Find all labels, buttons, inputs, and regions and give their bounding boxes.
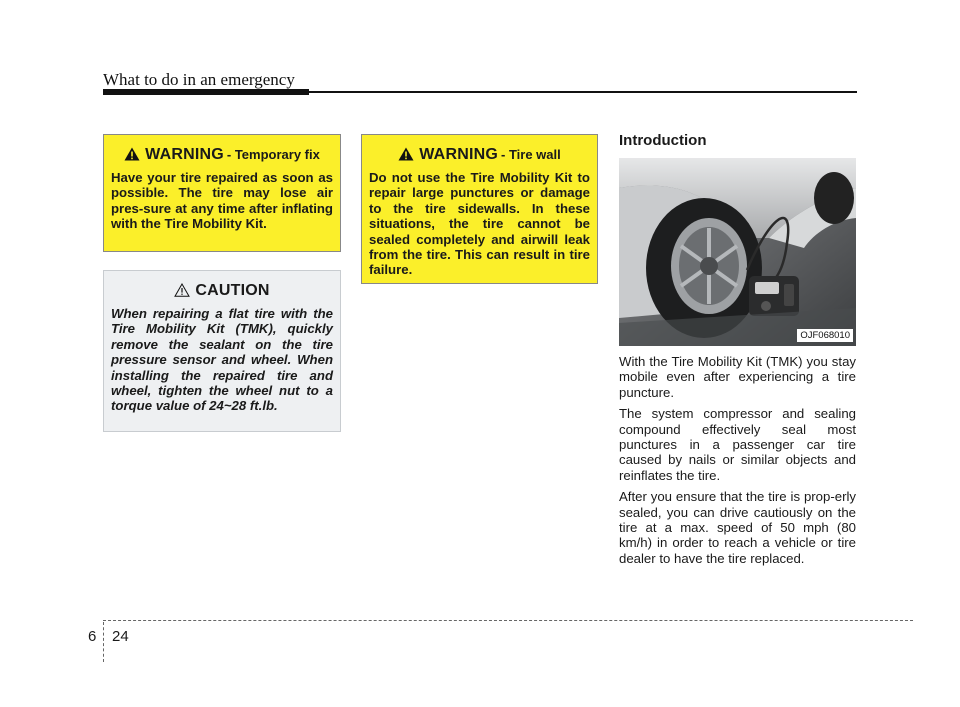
intro-paragraph: The system compressor and sealing compound effectively seal most punctures in a passenger car tire caused by nails or similar objects and reinflates the tire. [619, 406, 856, 483]
warning-temporary-fix-body: Have your tire repaired as soon as possible. The tire may lose air pres-sure at any time after inflating with the Tire Mobility Kit. [111, 170, 333, 232]
chapter-number: 6 [88, 628, 97, 645]
image-code-label: OJF068010 [797, 329, 853, 342]
warning-subtitle: - Tire wall [501, 147, 561, 162]
warning-triangle-icon [398, 147, 414, 166]
intro-paragraph: With the Tire Mobility Kit (TMK) you stay mobile even after experiencing a tire puncture. [619, 354, 856, 400]
warning-temporary-fix-title [111, 145, 333, 164]
introduction-heading: Introduction [619, 132, 707, 149]
footer-divider [103, 622, 104, 662]
caution-triangle-icon [174, 283, 190, 302]
page-header-title: What to do in an emergency [103, 70, 295, 89]
caution-box [103, 270, 341, 432]
caution-title [111, 281, 333, 300]
warning-tire-wall-body: Do not use the Tire Mobility Kit to repair large punctures or damage to the tire sidewalls. In these situations, the tire cannot be sealed completely and airwill leak from the tire. This can result in tire failure. [369, 170, 590, 278]
tire-repair-drawing [619, 158, 856, 346]
warning-label: WARNING [419, 146, 498, 163]
introduction-text [619, 354, 856, 572]
footer-rule [103, 620, 913, 621]
header-rule [103, 91, 857, 93]
warning-subtitle: - Temporary fix [226, 147, 320, 162]
warning-temporary-fix-box [103, 134, 341, 252]
warning-tire-wall-box [361, 134, 598, 284]
warning-triangle-icon [124, 147, 140, 166]
caution-label: CAUTION [195, 282, 270, 299]
caution-body: When repairing a flat tire with the Tire Mobility Kit (TMK), quickly remove the sealant on the tire pressure sensor and wheel. When installing the repaired tire and wheel, tighten the wheel nut to a torque value of 24~28 ft.lb. [111, 306, 333, 414]
tire-mobility-kit-illustration [619, 158, 856, 346]
intro-paragraph: After you ensure that the tire is prop-erly sealed, you can drive cautiously on the tire at a max. speed of 50 mph (80 km/h) in order to reach a vehicle or tire dealer to have the tire replaced. [619, 489, 856, 566]
warning-tire-wall-title [369, 145, 590, 164]
warning-label: WARNING [145, 146, 224, 163]
page-number: 24 [112, 628, 129, 645]
